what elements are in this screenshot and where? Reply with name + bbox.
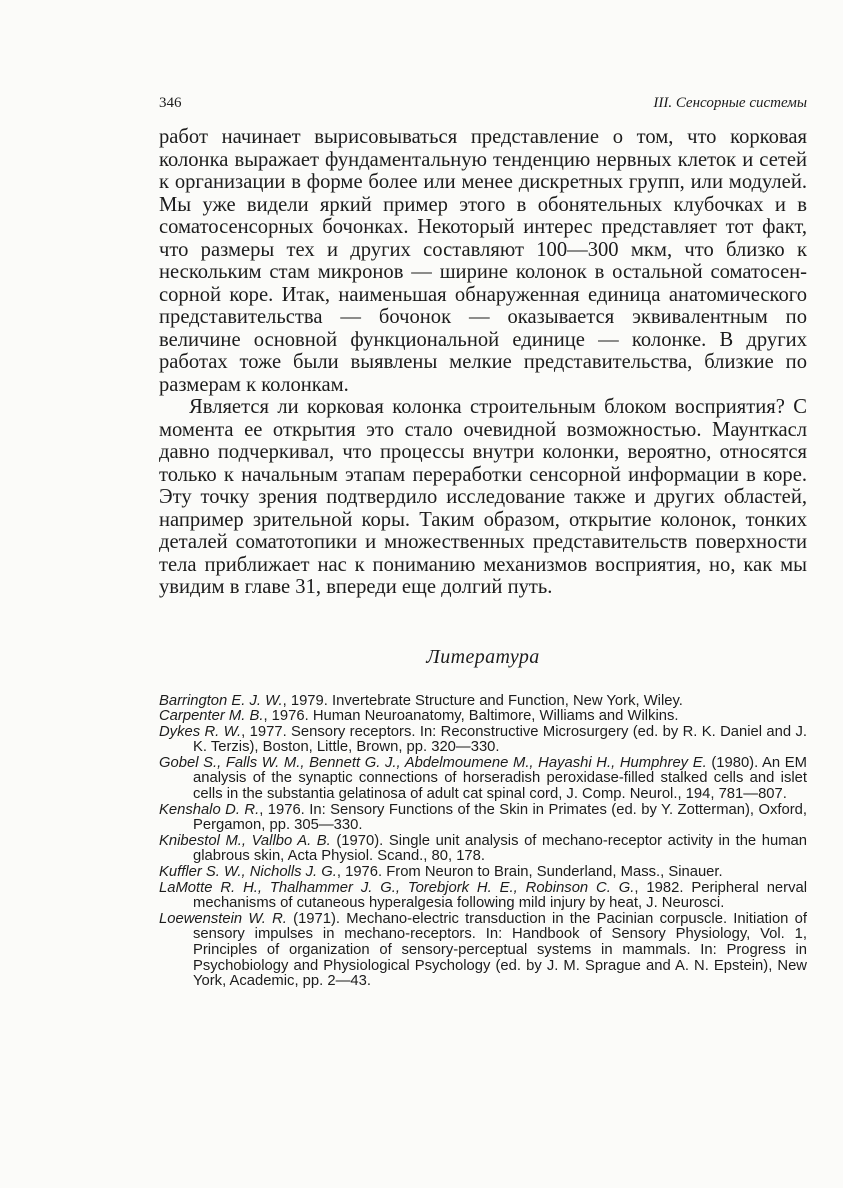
paragraph: работ начинает вырисовываться представление о том, что корковая колонка выражает фундаментальную тенденцию нервных клеток и сетей к организации в форме более или менее дискретных групп, или модулей. Мы уже видели яркий пример этого в обонятельных клубочках и в соматосенсорных бочонках. Некоторый интерес представляет тот факт, что размеры тех и других составляют 100—300 мкм, что близко к нескольким стам микронов — ширине колонок в остальной соматосенсорной коре. Итак, наименьшая обнаруженная единица анатомического представительства — бочонок — оказывается эквивалентным по величине основной функциональной единице — колонке. В других работах тоже были выявлены мелкие представительства, близкие по размерам к колонкам. [159,126,807,396]
reference-item [159,881,807,912]
reference-details: (1980). An EM analysis of the synaptic connections of horseradish peroxidase-filled stalked cells and islet cells in the substantia gelatinosa of adult cat spinal cord, J. Comp. Neurol., 194, 781—807. [193,754,807,803]
reference-authors: LaMotte R. H., Thalhammer J. G., Torebjork H. E., Robinson C. G. [159,879,635,896]
reference-authors: Kenshalo D. R. [159,801,260,818]
reference-authors: Barrington E. J. W. [159,692,283,709]
reference-authors: Loewenstein W. R. [159,910,287,927]
reference-item [159,709,807,725]
reference-authors: Knibestol M., Vallbo A. B. [159,832,331,849]
reference-details: , 1977. Sensory receptors. In: Reconstructive Microsurgery (ed. by R. K. Daniel and J. K. Terzis), Boston, Little, Brown, pp. 320—330. [193,723,807,756]
body-text [159,126,807,599]
reference-details: , 1976. From Neuron to Brain, Sunderland, Mass., Sinauer. [336,864,723,881]
reference-item [159,725,807,756]
reference-item [159,694,807,710]
section-title: III. Сенсорные системы [653,95,807,111]
paragraph: Является ли корковая колонка строительным блоком восприятия? С момента ее открытия это стало очевидной возможностью. Маунткасл давно подчеркивал, что процессы внутри колонки, вероятно, относятся только к начальным этапам переработки сенсорной информации в коре. Эту точку зрения подтвердило исследование также и других областей, например зрительной коры. Таким образом, открытие колонок, тонких деталей соматотопики и множественных представительств поверхности тела приближает нас к пониманию механизмов восприятия, но, как мы увидим в главе 31, впереди еще долгий путь. [159,396,807,598]
reference-authors: Dykes R. W. [159,723,242,740]
reference-details: , 1976. Human Neuroanatomy, Baltimore, Williams and Wilkins. [263,708,679,725]
reference-details: (1970). Single unit analysis of mechano-receptor activity in the human glabrous skin, Acta Physiol. Scand., 80, 178. [193,832,807,865]
page-content [159,92,807,990]
reference-details: , 1982. Peripheral nerval mechanisms of cutaneous hyperalgesia following mild injury by heat, J. Neurosci. [193,879,807,912]
reference-details: (1971). Mechano-electric transduction in the Pacinian corpuscle. Initiation of sensory impulses in mechano-receptors. In: Handbook of Sensory Physiology, Vol. 1, Principles of organization of sensory-perceptual systems in mammals. In: Progress in Psychobiology and Physiological Psychology (ed. by J. M. Sprague and A. N. Epstein), New York, Academic, pp. 2—43. [193,910,807,990]
reference-authors: Carpenter M. B. [159,708,264,725]
running-head [159,92,807,116]
reference-details: , 1979. Invertebrate Structure and Function, New York, Wiley. [282,692,683,709]
reference-list [159,694,807,990]
reference-item [159,834,807,865]
reference-item [159,756,807,803]
reference-item [159,803,807,834]
reference-details: , 1976. In: Sensory Functions of the Skin in Primates (ed. by Y. Zotterman), Oxford, Pergamon, pp. 305—330. [193,801,807,834]
reference-item [159,912,807,990]
reference-authors: Kuffler S. W., Nicholls J. G. [159,864,337,881]
reference-item [159,865,807,881]
literature-heading: Литература [426,645,540,668]
page-number: 346 [159,95,182,111]
reference-authors: Gobel S., Falls W. M., Bennett G. J., Abdelmoumene M., Hayashi H., Humphrey E. [159,754,707,771]
